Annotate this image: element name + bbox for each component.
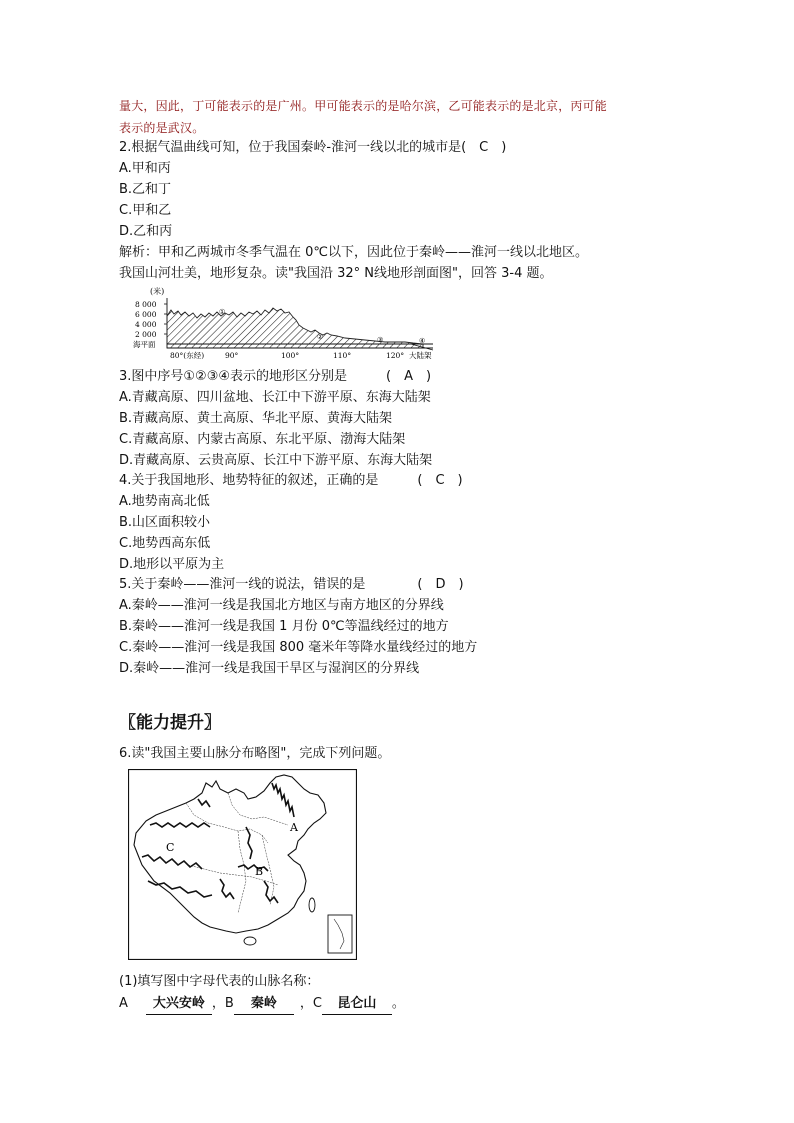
profile-y-tick-2000: 2 000 <box>135 330 157 339</box>
section-heading: 〖能力提升〗 <box>119 713 221 733</box>
profile-x-tick-120: 120° <box>386 351 405 360</box>
question-6-answer-line <box>119 994 405 1015</box>
intro-3-4: 我国山河壮美，地形复杂。读"我国沿 32° N线地形剖面图"，回答 3-4 题。 <box>119 266 553 281</box>
question-3-option-c: C.青藏高原、内蒙古高原、东北平原、渤海大陆架 <box>119 432 406 447</box>
profile-region-2: ② <box>317 333 324 341</box>
question-4-option-b: B.山区面积较小 <box>119 515 211 530</box>
china-mountains-map <box>128 769 357 960</box>
question-5-option-b: B.秦岭——淮河一线是我国 1 月份 0℃等温线经过的地方 <box>119 619 449 634</box>
question-2-analysis: 解析：甲和乙两城市冬季气温在 0℃以下，因此位于秦岭——淮河一线以北地区。 <box>119 245 589 260</box>
profile-y-tick-6000: 6 000 <box>135 310 157 319</box>
answer-b-prefix: ，B <box>211 996 234 1011</box>
question-6-stem: 6.读"我国主要山脉分布略图"，完成下列问题。 <box>119 746 391 761</box>
question-6-sub-1: (1)填写图中字母代表的山脉名称： <box>119 974 320 989</box>
question-2-stem: 2.根据气温曲线可知，位于我国秦岭-淮河一线以北的城市是( C ) <box>119 140 507 155</box>
profile-region-3: ③ <box>377 336 384 344</box>
explanation-line-2: 表示的是武汉。 <box>119 121 205 135</box>
question-2-option-a: A.甲和丙 <box>119 161 171 176</box>
profile-x-tick-80: 80°(东经) <box>170 351 205 360</box>
explanation-line-1: 量大，因此，丁可能表示的是广州。甲可能表示的是哈尔滨，乙可能表示的是北京，丙可能 <box>119 99 608 113</box>
question-5-option-c: C.秦岭——淮河一线是我国 800 毫米年等降水量线经过的地方 <box>119 640 478 655</box>
profile-x-tick-90: 90° <box>225 351 239 360</box>
question-4-option-d: D.地形以平原为主 <box>119 557 225 572</box>
question-5-stem: 5.关于秦岭——淮河一线的说法，错误的是 ( D ) <box>119 577 464 592</box>
profile-x-tick-110: 110° <box>333 351 352 360</box>
question-3-stem: 3.图中序号①②③④表示的地形区分别是 ( A ) <box>119 369 432 384</box>
question-2-option-c: C.甲和乙 <box>119 203 172 218</box>
map-frame <box>129 770 357 960</box>
profile-y-tick-4000: 4 000 <box>135 320 157 329</box>
question-2-option-b: B.乙和丁 <box>119 182 172 197</box>
question-3-option-d: D.青藏高原、云贵高原、长江中下游平原、东海大陆架 <box>119 453 433 468</box>
question-2-option-d: D.乙和丙 <box>119 224 173 239</box>
profile-region-1: ① <box>219 308 226 316</box>
south-china-sea-inset <box>328 915 352 953</box>
profile-region-4: ④ <box>419 337 426 345</box>
question-3-option-a: A.青藏高原、四川盆地、长江中下游平原、东海大陆架 <box>119 390 431 405</box>
question-3-option-b: B.青藏高原、黄土高原、华北平原、黄海大陆架 <box>119 411 393 426</box>
profile-terrain-area <box>167 308 426 348</box>
question-5-option-d: D.秦岭——淮河一线是我国干旱区与湿润区的分界线 <box>119 661 420 676</box>
map-label-b: B <box>255 865 264 878</box>
answer-c-prefix: ，C <box>299 996 322 1011</box>
answer-b-blank: 秦岭 <box>234 994 294 1015</box>
question-4-stem: 4.关于我国地形、地势特征的叙述，正确的是 ( C ) <box>119 473 463 488</box>
map-label-c: C <box>166 841 175 854</box>
profile-y-tick-8000: 8 000 <box>135 300 157 309</box>
question-5-option-a: A.秦岭——淮河一线是我国北方地区与南方地区的分界线 <box>119 598 444 613</box>
map-label-a: A <box>290 821 298 834</box>
question-4-option-a: A.地势南高北低 <box>119 494 210 509</box>
answer-c-blank: 昆仑山 <box>322 994 392 1015</box>
profile-x-tick-100: 100° <box>281 351 300 360</box>
profile-y-tick-sea-level: 海平面 <box>133 340 156 349</box>
profile-shelf-label: 大陆架 <box>409 351 432 360</box>
question-4-option-c: C.地势西高东低 <box>119 536 211 551</box>
answer-end: 。 <box>391 996 405 1011</box>
answer-a-blank: 大兴安岭 <box>146 994 212 1015</box>
terrain-profile-figure <box>133 286 445 362</box>
answer-a-prefix: A <box>119 996 128 1011</box>
profile-unit-label: (米) <box>150 287 165 296</box>
